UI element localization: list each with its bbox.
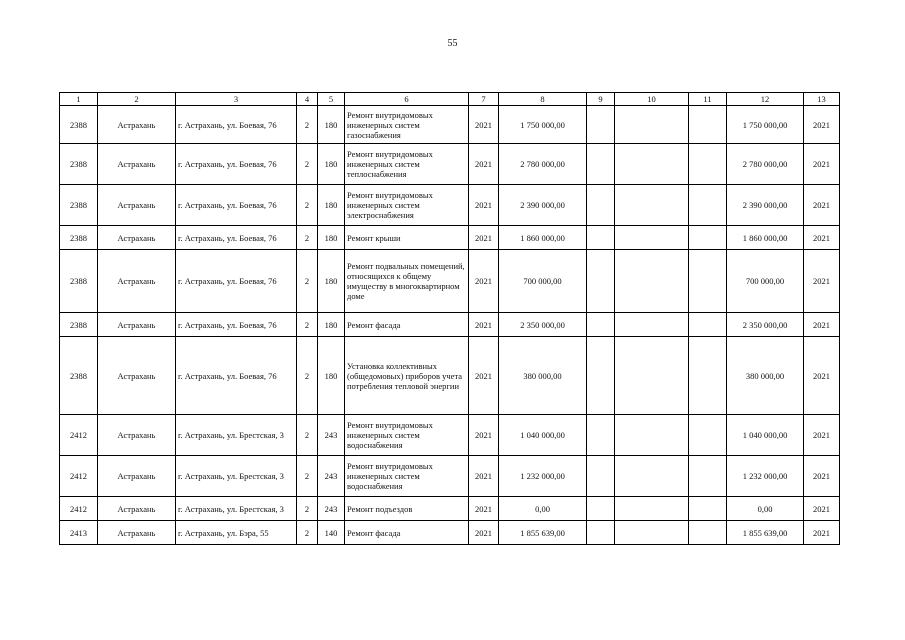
column-header: 11 [689, 93, 727, 106]
table-row [60, 497, 840, 521]
table-cell-col-3: г. Астрахань, ул. Бэра, 55 [176, 521, 297, 545]
table-cell-col-6: Ремонт фасада [345, 313, 469, 337]
table-cell-col-9 [587, 521, 615, 545]
table-cell-col-13: 2021 [804, 185, 840, 226]
table-cell-col-9 [587, 337, 615, 415]
table-cell-col-4: 2 [297, 144, 318, 185]
table-cell-col-3: г. Астрахань, ул. Боевая, 76 [176, 185, 297, 226]
table-cell-col-4: 2 [297, 337, 318, 415]
table-cell-col-2: Астрахань [98, 521, 176, 545]
table-cell-col-5: 180 [318, 144, 345, 185]
table-cell-col-10 [615, 313, 689, 337]
table-cell-col-9 [587, 250, 615, 313]
table-cell-col-4: 2 [297, 226, 318, 250]
table-cell-col-2: Астрахань [98, 497, 176, 521]
table-cell-col-3: г. Астрахань, ул. Боевая, 76 [176, 250, 297, 313]
table-cell-col-5: 180 [318, 337, 345, 415]
table-cell-col-12: 700 000,00 [727, 250, 804, 313]
table-cell-col-13: 2021 [804, 226, 840, 250]
table-cell-col-12: 2 350 000,00 [727, 313, 804, 337]
table-cell-col-9 [587, 497, 615, 521]
table-cell-col-1: 2388 [60, 185, 98, 226]
table-cell-col-8: 1 860 000,00 [499, 226, 587, 250]
table-cell-col-7: 2021 [469, 456, 499, 497]
table-cell-col-6: Ремонт внутридомовых инженерных систем электроснабжения [345, 185, 469, 226]
column-header: 6 [345, 93, 469, 106]
table-cell-col-7: 2021 [469, 185, 499, 226]
table-cell-col-8: 2 350 000,00 [499, 313, 587, 337]
table-cell-col-4: 2 [297, 415, 318, 456]
column-header: 12 [727, 93, 804, 106]
table-cell-col-4: 2 [297, 250, 318, 313]
table-cell-col-5: 243 [318, 456, 345, 497]
table-cell-col-10 [615, 226, 689, 250]
table-cell-col-1: 2388 [60, 226, 98, 250]
table-cell-col-2: Астрахань [98, 313, 176, 337]
table-cell-col-2: Астрахань [98, 144, 176, 185]
table-cell-col-9 [587, 415, 615, 456]
table-cell-col-8: 700 000,00 [499, 250, 587, 313]
table-cell-col-13: 2021 [804, 106, 840, 144]
table-cell-col-10 [615, 106, 689, 144]
table-cell-col-8: 1 040 000,00 [499, 415, 587, 456]
table-cell-col-3: г. Астрахань, ул. Брестская, 3 [176, 415, 297, 456]
column-header: 3 [176, 93, 297, 106]
table-cell-col-5: 180 [318, 226, 345, 250]
column-header: 9 [587, 93, 615, 106]
table-cell-col-7: 2021 [469, 250, 499, 313]
table-cell-col-11 [689, 250, 727, 313]
table-cell-col-13: 2021 [804, 521, 840, 545]
table-row [60, 185, 840, 226]
table-cell-col-3: г. Астрахань, ул. Боевая, 76 [176, 337, 297, 415]
table-row [60, 144, 840, 185]
table-cell-col-1: 2412 [60, 497, 98, 521]
table-cell-col-8: 0,00 [499, 497, 587, 521]
table-cell-col-4: 2 [297, 497, 318, 521]
table-cell-col-13: 2021 [804, 415, 840, 456]
table-cell-col-12: 1 040 000,00 [727, 415, 804, 456]
table-cell-col-11 [689, 226, 727, 250]
table-row [60, 521, 840, 545]
table-cell-col-2: Астрахань [98, 106, 176, 144]
table-cell-col-12: 1 855 639,00 [727, 521, 804, 545]
table-cell-col-2: Астрахань [98, 226, 176, 250]
table-cell-col-3: г. Астрахань, ул. Боевая, 76 [176, 313, 297, 337]
table-cell-col-2: Астрахань [98, 337, 176, 415]
table-row [60, 226, 840, 250]
column-header: 4 [297, 93, 318, 106]
table-cell-col-11 [689, 106, 727, 144]
table-cell-col-4: 2 [297, 521, 318, 545]
table-cell-col-2: Астрахань [98, 456, 176, 497]
table-cell-col-12: 1 750 000,00 [727, 106, 804, 144]
table-cell-col-13: 2021 [804, 144, 840, 185]
table-cell-col-6: Ремонт внутридомовых инженерных систем водоснабжения [345, 415, 469, 456]
table-cell-col-5: 180 [318, 106, 345, 144]
table-cell-col-5: 243 [318, 497, 345, 521]
table-body [60, 106, 840, 545]
table-cell-col-11 [689, 337, 727, 415]
table-cell-col-6: Ремонт фасада [345, 521, 469, 545]
table-cell-col-11 [689, 144, 727, 185]
table-cell-col-5: 140 [318, 521, 345, 545]
table-cell-col-10 [615, 415, 689, 456]
table-cell-col-7: 2021 [469, 337, 499, 415]
table-cell-col-12: 1 860 000,00 [727, 226, 804, 250]
table-cell-col-11 [689, 521, 727, 545]
table-cell-col-1: 2388 [60, 313, 98, 337]
table-cell-col-9 [587, 185, 615, 226]
table-cell-col-12: 0,00 [727, 497, 804, 521]
table-cell-col-6: Ремонт крыши [345, 226, 469, 250]
table-cell-col-1: 2388 [60, 337, 98, 415]
table-cell-col-7: 2021 [469, 497, 499, 521]
column-header: 5 [318, 93, 345, 106]
table-cell-col-8: 2 780 000,00 [499, 144, 587, 185]
table-cell-col-8: 380 000,00 [499, 337, 587, 415]
table-cell-col-13: 2021 [804, 497, 840, 521]
table-cell-col-6: Установка коллективных (общедомовых) приборов учета потребления тепловой энергии [345, 337, 469, 415]
column-header: 13 [804, 93, 840, 106]
table-cell-col-13: 2021 [804, 250, 840, 313]
table-cell-col-3: г. Астрахань, ул. Боевая, 76 [176, 226, 297, 250]
column-header: 1 [60, 93, 98, 106]
table-cell-col-11 [689, 456, 727, 497]
page-number: 55 [447, 38, 458, 49]
table-cell-col-12: 380 000,00 [727, 337, 804, 415]
table-row [60, 337, 840, 415]
table-row [60, 415, 840, 456]
table-cell-col-10 [615, 185, 689, 226]
table-cell-col-12: 2 780 000,00 [727, 144, 804, 185]
table-cell-col-2: Астрахань [98, 185, 176, 226]
table-cell-col-6: Ремонт внутридомовых инженерных систем теплоснабжения [345, 144, 469, 185]
table-cell-col-3: г. Астрахань, ул. Брестская, 3 [176, 456, 297, 497]
table-cell-col-9 [587, 106, 615, 144]
table-cell-col-11 [689, 313, 727, 337]
table-cell-col-4: 2 [297, 313, 318, 337]
table-cell-col-5: 180 [318, 250, 345, 313]
table-cell-col-6: Ремонт внутридомовых инженерных систем водоснабжения [345, 456, 469, 497]
table-cell-col-13: 2021 [804, 313, 840, 337]
table-cell-col-4: 2 [297, 106, 318, 144]
table-cell-col-11 [689, 185, 727, 226]
column-header: 10 [615, 93, 689, 106]
table-cell-col-5: 243 [318, 415, 345, 456]
table-cell-col-1: 2388 [60, 250, 98, 313]
table-row [60, 313, 840, 337]
table-cell-col-8: 1 232 000,00 [499, 456, 587, 497]
table-cell-col-12: 2 390 000,00 [727, 185, 804, 226]
table-cell-col-11 [689, 497, 727, 521]
table-cell-col-8: 1 855 639,00 [499, 521, 587, 545]
table-cell-col-6: Ремонт подвальных помещений, относящихся к общему имуществу в многоквартирном доме [345, 250, 469, 313]
table-cell-col-9 [587, 456, 615, 497]
table-cell-col-7: 2021 [469, 144, 499, 185]
table-cell-col-1: 2412 [60, 415, 98, 456]
table-cell-col-4: 2 [297, 456, 318, 497]
table-cell-col-1: 2388 [60, 144, 98, 185]
table-cell-col-1: 2388 [60, 106, 98, 144]
table-cell-col-10 [615, 250, 689, 313]
table-cell-col-5: 180 [318, 313, 345, 337]
table-cell-col-7: 2021 [469, 521, 499, 545]
table-cell-col-3: г. Астрахань, ул. Боевая, 76 [176, 144, 297, 185]
table-cell-col-4: 2 [297, 185, 318, 226]
repair-program-table [59, 92, 840, 545]
table-cell-col-7: 2021 [469, 106, 499, 144]
table-cell-col-11 [689, 415, 727, 456]
table-cell-col-8: 2 390 000,00 [499, 185, 587, 226]
table-cell-col-12: 1 232 000,00 [727, 456, 804, 497]
table-cell-col-7: 2021 [469, 415, 499, 456]
table-cell-col-5: 180 [318, 185, 345, 226]
table-cell-col-1: 2413 [60, 521, 98, 545]
table-cell-col-9 [587, 226, 615, 250]
table-cell-col-10 [615, 497, 689, 521]
column-header: 2 [98, 93, 176, 106]
table-cell-col-8: 1 750 000,00 [499, 106, 587, 144]
table-cell-col-10 [615, 456, 689, 497]
table-cell-col-1: 2412 [60, 456, 98, 497]
table-cell-col-10 [615, 521, 689, 545]
table-row [60, 250, 840, 313]
table-cell-col-10 [615, 144, 689, 185]
table-cell-col-6: Ремонт внутридомовых инженерных систем газоснабжения [345, 106, 469, 144]
column-header: 7 [469, 93, 499, 106]
table-cell-col-3: г. Астрахань, ул. Боевая, 76 [176, 106, 297, 144]
table-cell-col-3: г. Астрахань, ул. Брестская, 3 [176, 497, 297, 521]
column-header: 8 [499, 93, 587, 106]
table-row [60, 106, 840, 144]
table-cell-col-7: 2021 [469, 313, 499, 337]
table-cell-col-13: 2021 [804, 456, 840, 497]
table-cell-col-9 [587, 313, 615, 337]
table-cell-col-9 [587, 144, 615, 185]
table-cell-col-13: 2021 [804, 337, 840, 415]
table-cell-col-2: Астрахань [98, 415, 176, 456]
table-cell-col-10 [615, 337, 689, 415]
column-number-row [60, 93, 840, 106]
table-cell-col-2: Астрахань [98, 250, 176, 313]
table-cell-col-7: 2021 [469, 226, 499, 250]
table-row [60, 456, 840, 497]
table-cell-col-6: Ремонт подъездов [345, 497, 469, 521]
